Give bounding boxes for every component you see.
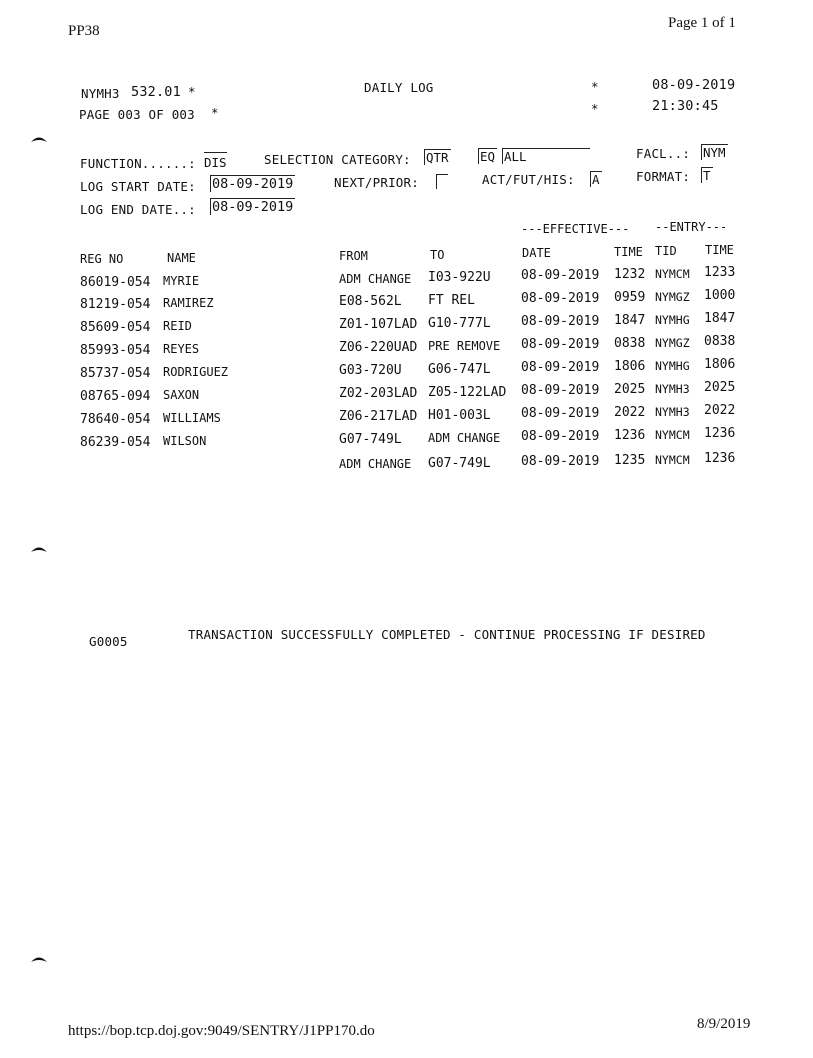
act-fut-his-input[interactable]: A xyxy=(592,172,600,187)
from-location: Z06-217LAD xyxy=(339,409,418,424)
name: MYRIE xyxy=(163,274,200,288)
effective-date: 08-09-2019 xyxy=(521,337,600,352)
to-location: G10-777L xyxy=(428,316,491,331)
facility-input[interactable]: NYM xyxy=(703,145,726,160)
entry-time: 1236 xyxy=(704,451,736,466)
page-indicator: PAGE 003 OF 003 xyxy=(79,107,195,122)
punch-mark xyxy=(30,545,48,553)
column-header-name: NAME xyxy=(167,251,196,265)
punch-mark xyxy=(30,955,48,963)
star-4: * xyxy=(591,101,599,116)
effective-date: 08-09-2019 xyxy=(521,314,600,329)
column-header-reg-no: REG NO xyxy=(80,252,124,266)
eq-operator-input[interactable]: EQ xyxy=(480,149,496,164)
from-location: G03-720U xyxy=(339,363,402,378)
reg-no: 86239-054 xyxy=(80,435,151,450)
effective-time: 0959 xyxy=(614,290,646,305)
print-footer-url: https://bop.tcp.doj.gov:9049/SENTRY/J1PP170.do xyxy=(68,1023,375,1039)
next-prior-input[interactable] xyxy=(436,174,448,189)
header-date: 08-09-2019 xyxy=(652,77,736,93)
punch-mark xyxy=(30,135,48,143)
act-fut-his-label: ACT/FUT/HIS: xyxy=(482,172,575,187)
effective-date: 08-09-2019 xyxy=(521,429,600,444)
reg-no: 08765-094 xyxy=(80,389,151,404)
from-location: E08-562L xyxy=(339,294,402,309)
entry-time: 0838 xyxy=(704,334,736,349)
facility-label: FACL..: xyxy=(636,146,691,161)
entry-tid: NYMCM xyxy=(655,428,690,442)
log-end-date-label: LOG END DATE..: xyxy=(80,202,196,217)
function-label: FUNCTION......: xyxy=(80,156,196,171)
name: SAXON xyxy=(163,388,200,402)
effective-date: 08-09-2019 xyxy=(521,360,600,375)
effective-date: 08-09-2019 xyxy=(521,291,600,306)
effective-time: 2022 xyxy=(614,405,646,420)
entry-tid: NYMGZ xyxy=(655,290,690,304)
entry-time: 1847 xyxy=(704,311,736,326)
to-location: G06-747L xyxy=(428,362,491,377)
column-header-from: FROM xyxy=(339,249,368,263)
column-header-tid: TID xyxy=(655,244,677,258)
effective-date: 08-09-2019 xyxy=(521,454,600,469)
from-location: G07-749L xyxy=(339,432,402,447)
entry-time: 1806 xyxy=(704,357,736,372)
name: REID xyxy=(163,319,192,333)
star-1: * xyxy=(188,84,196,99)
effective-time: 0838 xyxy=(614,336,646,351)
to-location: Z05-122LAD xyxy=(428,385,507,400)
entry-tid: NYMGZ xyxy=(655,336,690,350)
selection-value-input[interactable]: ALL xyxy=(502,148,590,164)
version: 532.01 xyxy=(131,84,181,100)
to-location: H01-003L xyxy=(428,408,491,423)
log-start-date-label: LOG START DATE: xyxy=(80,179,196,194)
column-header-to: TO xyxy=(430,248,445,262)
name: RAMIREZ xyxy=(163,296,214,310)
to-location: G07-749L xyxy=(428,456,491,471)
entry-time: 1236 xyxy=(704,426,736,441)
group-header-effective: ---EFFECTIVE--- xyxy=(521,222,630,236)
header-time: 21:30:45 xyxy=(652,98,719,114)
entry-tid: NYMHG xyxy=(655,359,690,373)
selection-category-label: SELECTION CATEGORY: xyxy=(264,152,411,167)
column-header-entry-time: TIME xyxy=(705,243,734,257)
status-message: TRANSACTION SUCCESSFULLY COMPLETED - CONTINUE PROCESSING IF DESIRED xyxy=(188,627,706,642)
name: WILSON xyxy=(163,434,207,448)
format-label: FORMAT: xyxy=(636,169,691,184)
star-2: * xyxy=(591,79,599,94)
reg-no: 78640-054 xyxy=(80,412,151,427)
from-location: Z06-220UAD xyxy=(339,340,418,355)
print-header-left: PP38 xyxy=(68,23,100,39)
log-start-date-input[interactable]: 08-09-2019 xyxy=(212,176,294,192)
entry-time: 2025 xyxy=(704,380,736,395)
entry-time: 1000 xyxy=(704,288,736,303)
effective-time: 1232 xyxy=(614,267,646,282)
print-footer-date: 8/9/2019 xyxy=(697,1016,751,1032)
entry-tid: NYMCM xyxy=(655,453,690,467)
format-input[interactable]: T xyxy=(703,168,711,183)
entry-time: 1233 xyxy=(704,265,736,280)
log-end-date-input[interactable]: 08-09-2019 xyxy=(212,199,294,215)
effective-time: 1235 xyxy=(614,453,646,468)
effective-date: 08-09-2019 xyxy=(521,268,600,283)
page-title: DAILY LOG xyxy=(364,80,434,95)
print-page-number: Page 1 of 1 xyxy=(668,15,736,31)
reg-no: 85993-054 xyxy=(80,343,151,358)
from-location: ADM CHANGE xyxy=(339,457,412,471)
to-location: FT REL xyxy=(428,293,475,308)
from-location: Z01-107LAD xyxy=(339,317,418,332)
name: RODRIGUEZ xyxy=(163,365,229,379)
effective-time: 1236 xyxy=(614,428,646,443)
group-header-entry: --ENTRY--- xyxy=(655,220,728,234)
function-input[interactable]: DIS xyxy=(204,152,227,170)
name: WILLIAMS xyxy=(163,411,221,425)
effective-time: 1806 xyxy=(614,359,646,374)
star-3: * xyxy=(211,105,219,120)
from-location: ADM CHANGE xyxy=(339,272,412,286)
entry-tid: NYMHG xyxy=(655,313,690,327)
effective-date: 08-09-2019 xyxy=(521,383,600,398)
entry-tid: NYMH3 xyxy=(655,405,690,419)
status-code: G0005 xyxy=(89,634,128,649)
entry-time: 2022 xyxy=(704,403,736,418)
from-location: Z02-203LAD xyxy=(339,386,418,401)
to-location: I03-922U xyxy=(428,270,491,285)
selection-category-input[interactable]: QTR xyxy=(426,150,449,165)
effective-time: 2025 xyxy=(614,382,646,397)
to-location: ADM CHANGE xyxy=(428,431,501,445)
column-header-effective-time: TIME xyxy=(614,245,643,259)
reg-no: 86019-054 xyxy=(80,275,151,290)
entry-tid: NYMCM xyxy=(655,267,690,281)
effective-time: 1847 xyxy=(614,313,646,328)
effective-date: 08-09-2019 xyxy=(521,406,600,421)
column-header-date: DATE xyxy=(522,246,551,260)
reg-no: 85609-054 xyxy=(80,320,151,335)
to-location: PRE REMOVE xyxy=(428,339,501,353)
reg-no: 81219-054 xyxy=(80,297,151,312)
name: REYES xyxy=(163,342,200,356)
entry-tid: NYMH3 xyxy=(655,382,690,396)
next-prior-label: NEXT/PRIOR: xyxy=(334,175,419,190)
terminal-id: NYMH3 xyxy=(81,86,120,101)
reg-no: 85737-054 xyxy=(80,366,151,381)
